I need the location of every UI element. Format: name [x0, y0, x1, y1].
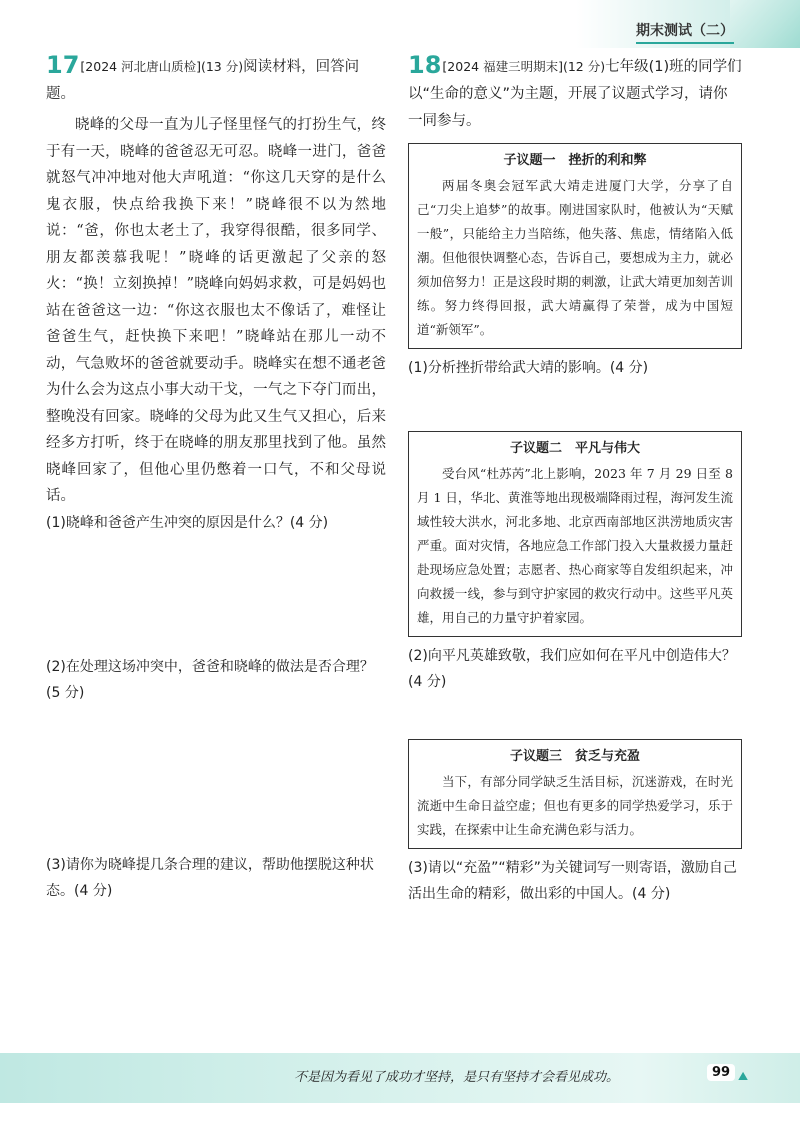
page-number: 99 [707, 1064, 735, 1081]
topic-2-title: 子议题二 平凡与伟大 [509, 441, 640, 456]
header-decoration [730, 0, 800, 48]
page-header-title: 期末测试（二） [636, 20, 734, 44]
question-18-sub3: (3)请以“充盈”“精彩”为关键词写一则寄语，激励自己活出生命的精彩，做出彩的中国人。(4 分) [408, 860, 737, 902]
topic-3-body: 当下，有部分同学缺乏生活目标，沉迷游戏，在时光流逝中生命日益空虚；但也有更多的同学热爱学习，乐于实践，在探索中让生命充满色彩与活力。 [417, 774, 733, 837]
question-17-tag: [2024 河北唐山质检](13 分) [80, 59, 244, 74]
question-18-number: 18 [408, 51, 442, 79]
question-17-passage: 晓峰的父母一直为儿子怪里怪气的打扮生气，终于有一天，晓峰的爸爸忍无可忍。晓峰一进门，爸爸就怒气冲冲地对他大声吼道：“你这几天穿的是什么鬼衣服，快点给我换下来！”晓峰很不以为然地说：“爸，你也太老土了，我穿得很酷，很多同学、朋友都羡慕我呢！”晓峰的话更激起了父亲的怒火：“换！立刻换掉！”晓峰向妈妈求救，可是妈妈也站在爸爸这一边：“你这衣服也太不像话了，难怪让爸爸生气，赶快换下来吧！”晓峰站在那儿一动不动，气急败坏的爸爸就要动手。晓峰实在想不通老爸为什么会为这点小事大动干戈，一气之下夺门而出，整晚没有回家。晓峰的父母为此又生气又担心，后来经多方打听，终于在晓峰的朋友那里找到了他。虽然晓峰回家了，但他心里仍憋着一口气，不和父母说话。 [46, 117, 386, 504]
question-17-sub3: (3)请你为晓峰提几条合理的建议，帮助他摆脱这种状态。(4 分) [46, 856, 374, 899]
topic-box-2 [408, 431, 742, 637]
question-18-sub2: (2)向平凡英雄致敬，我们应如何在平凡中创造伟大？(4 分) [408, 648, 736, 690]
question-18-sub1: (1)分析挫折带给武大靖的影响。(4 分) [408, 360, 649, 376]
question-17-header [46, 52, 386, 108]
question-18-header [408, 52, 742, 135]
mountain-icon: ⛰ [738, 1069, 749, 1083]
topic-2-body: 受台风“杜苏芮”北上影响，2023 年 7 月 29 日至 8 月 1 日，华北、黄淮等地出现极端降雨过程，海河发生流域性较大洪水，河北多地、北京西南部地区洪涝地质灾害严重。面对灾情，各地应急工作部门投入大量救援力量赶赴现场应急处置；志愿者、热心商家等自发组织起来，冲向救援一线，参与到守护家园的救灾行动中。这些平凡英雄，用自己的力量守护着家园。 [417, 466, 733, 625]
topic-box-3 [408, 739, 742, 849]
topic-3-title: 子议题三 贫乏与充盈 [509, 749, 640, 764]
question-17-number: 17 [46, 51, 80, 79]
topic-1-body: 两届冬奥会冠军武大靖走进厦门大学，分享了自己“刀尖上追梦”的故事。刚进国家队时，他被认为“天赋一般”，只能给主力当陪练，他失落、焦虑，情绪陷入低潮。但他很快调整心态，告诉自己，要想成为主力，就必须加倍努力！正是这段时期的刺激，让武大靖更加刻苦训练。努力终得回报，武大靖赢得了荣誉，成为中国短道“新领军”。 [417, 178, 733, 337]
question-17-sub2: (2)在处理这场冲突中，爸爸和晓峰的做法是否合理？(5 分) [46, 658, 374, 701]
topic-box-1 [408, 143, 742, 349]
question-18-stem: 七年级(1)班的同学们以“生命的意义”为主题，开展了议题式学习，请你一同参与。 [408, 59, 742, 129]
footer-motto: 不是因为看见了成功才坚持，是只有坚持才会看见成功。 [294, 1070, 620, 1085]
question-17 [46, 52, 386, 904]
question-18 [408, 52, 742, 907]
topic-1-title: 子议题一 挫折的利和弊 [503, 153, 647, 168]
question-17-sub1: (1)晓峰和爸爸产生冲突的原因是什么？(4 分) [46, 514, 329, 531]
question-18-tag: [2024 福建三明期末](12 分) [442, 59, 606, 74]
question-17-stem: 阅读材料，回答问题。 [46, 59, 360, 102]
